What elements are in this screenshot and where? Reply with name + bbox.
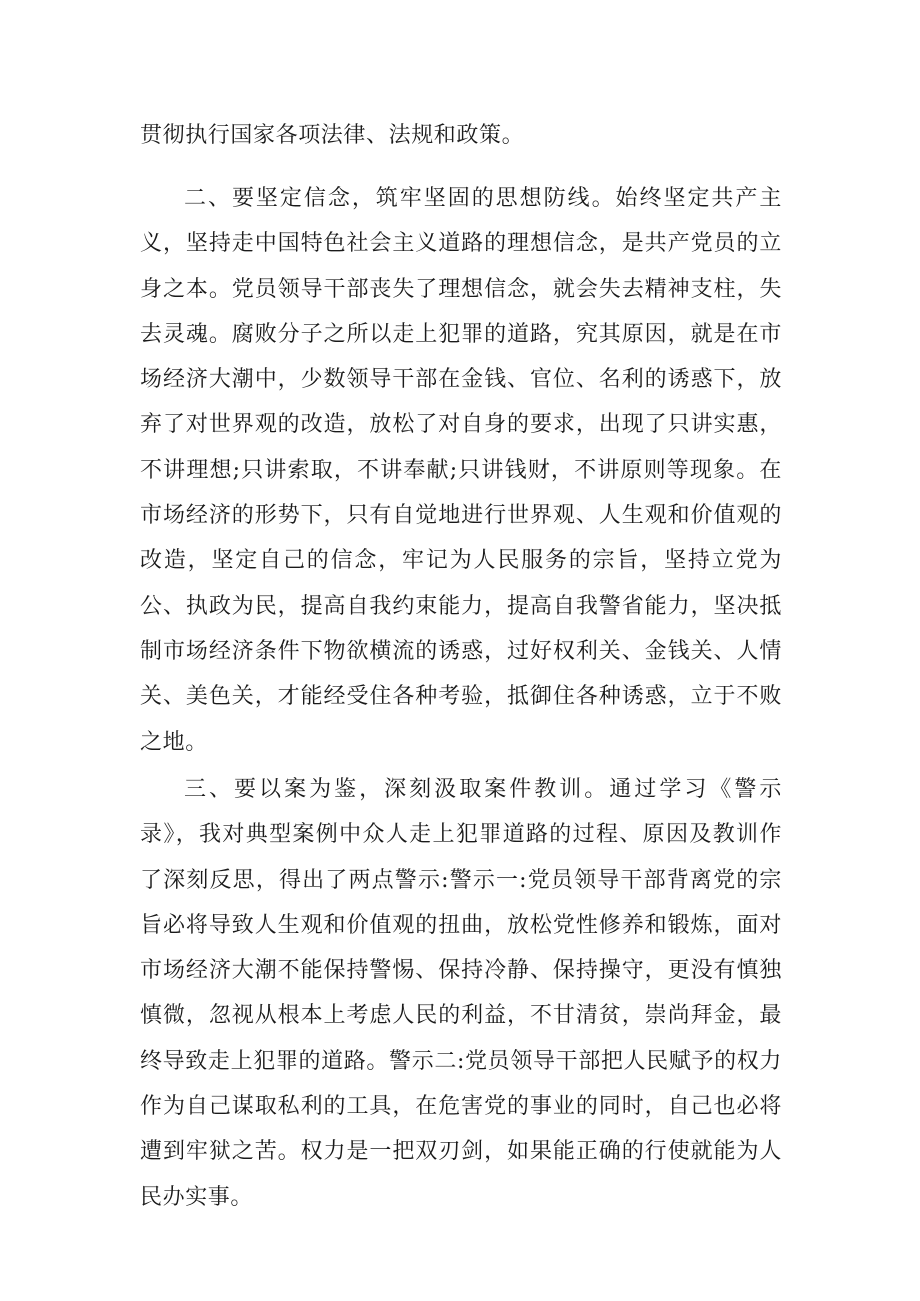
paragraph-section-three: 三、要以案为鉴，深刻汲取案件教训。通过学习《警示录》，我对典型案例中众人走上犯罪道路的过程、原因及教训作了深刻反思，得出了两点警示:警示一:党员领导干部背离党的宗旨必将导致人生观和价值观的扭曲，放松党性修养和锻炼，面对市场经济大潮不能保持警惕、保持冷静、保持操守，更没有慎独慎微，忽视从根本上考虑人民的利益，不甘清贫，崇尚拜金，最终导致走上犯罪的道路。警示二:党员领导干部把人民赋予的权力作为自己谋取私利的工具，在危害党的事业的同时，自己也必将遭到牢狱之苦。权力是一把双刃剑，如果能正确的行使就能为人民办实事。 [140, 777, 782, 1210]
paragraph-continuation: 贯彻执行国家各项法律、法规和政策。 [140, 123, 525, 148]
paragraph-section-two: 二、要坚定信念，筑牢坚固的思想防线。始终坚定共产主义，坚持走中国特色社会主义道路的理想信念，是共产党员的立身之本。党员领导干部丧失了理想信念，就会失去精神支柱，失去灵魂。腐败分子之所以走上犯罪的道路，究其原因，就是在市场经济大潮中，少数领导干部在金钱、官位、名利的诱惑下，放弃了对世界观的改造，放松了对自身的要求，出现了只讲实惠，不讲理想;只讲索取，不讲奉献;只讲钱财，不讲原则等现象。在市场经济的形势下，只有自觉地进行世界观、人生观和价值观的改造，坚定自己的信念，牢记为人民服务的宗旨，坚持立党为公、执政为民，提高自我约束能力，提高自我警省能力，坚决抵制市场经济条件下物欲横流的诱惑，过好权利关、金钱关、人情关、美色关，才能经受住各种考验，抵御住各种诱惑，立于不败之地。 [140, 186, 782, 755]
